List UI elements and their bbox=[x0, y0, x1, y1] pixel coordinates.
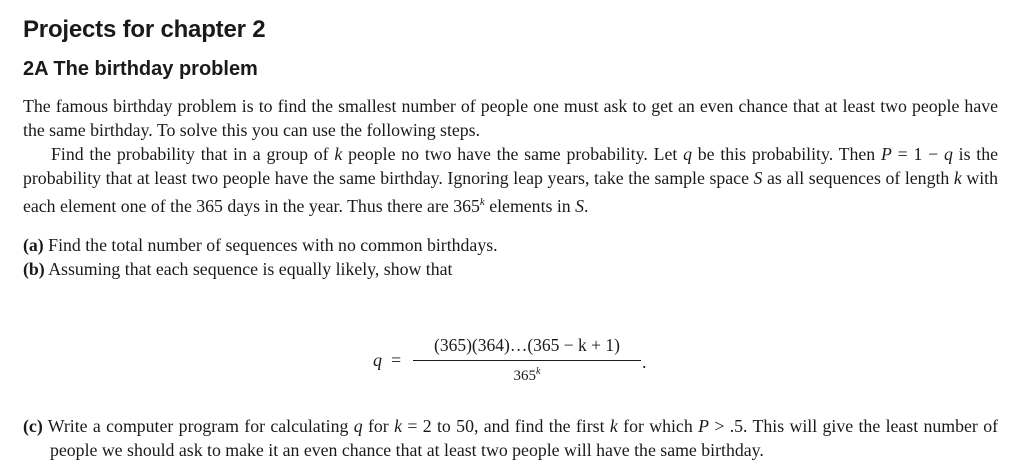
var-k: k bbox=[394, 416, 402, 436]
item-b-label: (b) bbox=[23, 258, 45, 279]
text-run: is the probability that at least two people have the same birthday. Ignoring leap years, take the sample space bbox=[23, 144, 999, 188]
equation-lhs: q bbox=[373, 350, 382, 370]
text-run: people no two have the same probability. Let bbox=[342, 144, 684, 164]
display-equation bbox=[23, 334, 998, 386]
text-run: for bbox=[362, 416, 395, 436]
item-a-label: (a) bbox=[23, 234, 44, 255]
text-run: > .5. This will give the least number of people we should ask to make it an even chance that at least two people will have the same birthday. bbox=[50, 416, 999, 460]
var-k: k bbox=[334, 144, 343, 164]
item-c-label: (c) bbox=[23, 416, 43, 436]
text-run: Write a computer program for calculating bbox=[42, 416, 354, 436]
fraction-denominator bbox=[413, 362, 641, 386]
fraction bbox=[413, 334, 641, 386]
text-run: = 1 − bbox=[891, 144, 944, 164]
text-run: be this probability. Then bbox=[691, 144, 881, 164]
intro-paragraph: The famous birthday problem is to find the smallest number of people one must ask to get an even chance that at least two people have the same birthday. To solve this you can use the following steps. bbox=[23, 96, 998, 140]
text-run: = 2 to 50, and find the first bbox=[401, 416, 610, 436]
var-k: k bbox=[609, 416, 618, 436]
text-run: with each element one of the 365 days in the year. Thus there are 365 bbox=[23, 168, 998, 216]
chapter-title: Projects for chapter 2 bbox=[23, 16, 266, 43]
var-P: P bbox=[880, 144, 892, 164]
var-P: P bbox=[698, 416, 709, 436]
var-q: q bbox=[683, 144, 692, 164]
var-S: S bbox=[575, 195, 585, 216]
item-a bbox=[23, 233, 998, 257]
text-run: . bbox=[584, 195, 589, 216]
fraction-bar bbox=[413, 360, 641, 361]
denominator-base: 365 bbox=[513, 368, 537, 384]
var-q: q bbox=[353, 416, 363, 436]
text-run: elements in bbox=[484, 195, 576, 216]
item-b-text: Assuming that each sequence is equally likely, show that bbox=[44, 258, 453, 279]
text-run: for which bbox=[617, 416, 699, 436]
setup-paragraph bbox=[23, 142, 998, 218]
denominator-exponent: k bbox=[536, 366, 541, 377]
exponent-k: k bbox=[479, 196, 485, 208]
item-c bbox=[23, 414, 998, 462]
equation-period: . bbox=[642, 352, 647, 372]
section-title: 2A The birthday problem bbox=[23, 58, 258, 80]
equation-equals: = bbox=[391, 350, 402, 370]
fraction-numerator: (365)(364)…(365 − k + 1) bbox=[434, 335, 620, 355]
var-S: S bbox=[753, 168, 763, 188]
text-run: Find the probability that in a group of bbox=[51, 144, 335, 164]
page bbox=[23, 14, 999, 460]
var-q: q bbox=[943, 144, 953, 164]
item-b bbox=[23, 257, 998, 281]
var-k: k bbox=[953, 168, 962, 188]
item-a-text: Find the total number of sequences with no common birthdays. bbox=[43, 234, 498, 255]
text-run: as all sequences of length bbox=[762, 168, 954, 188]
